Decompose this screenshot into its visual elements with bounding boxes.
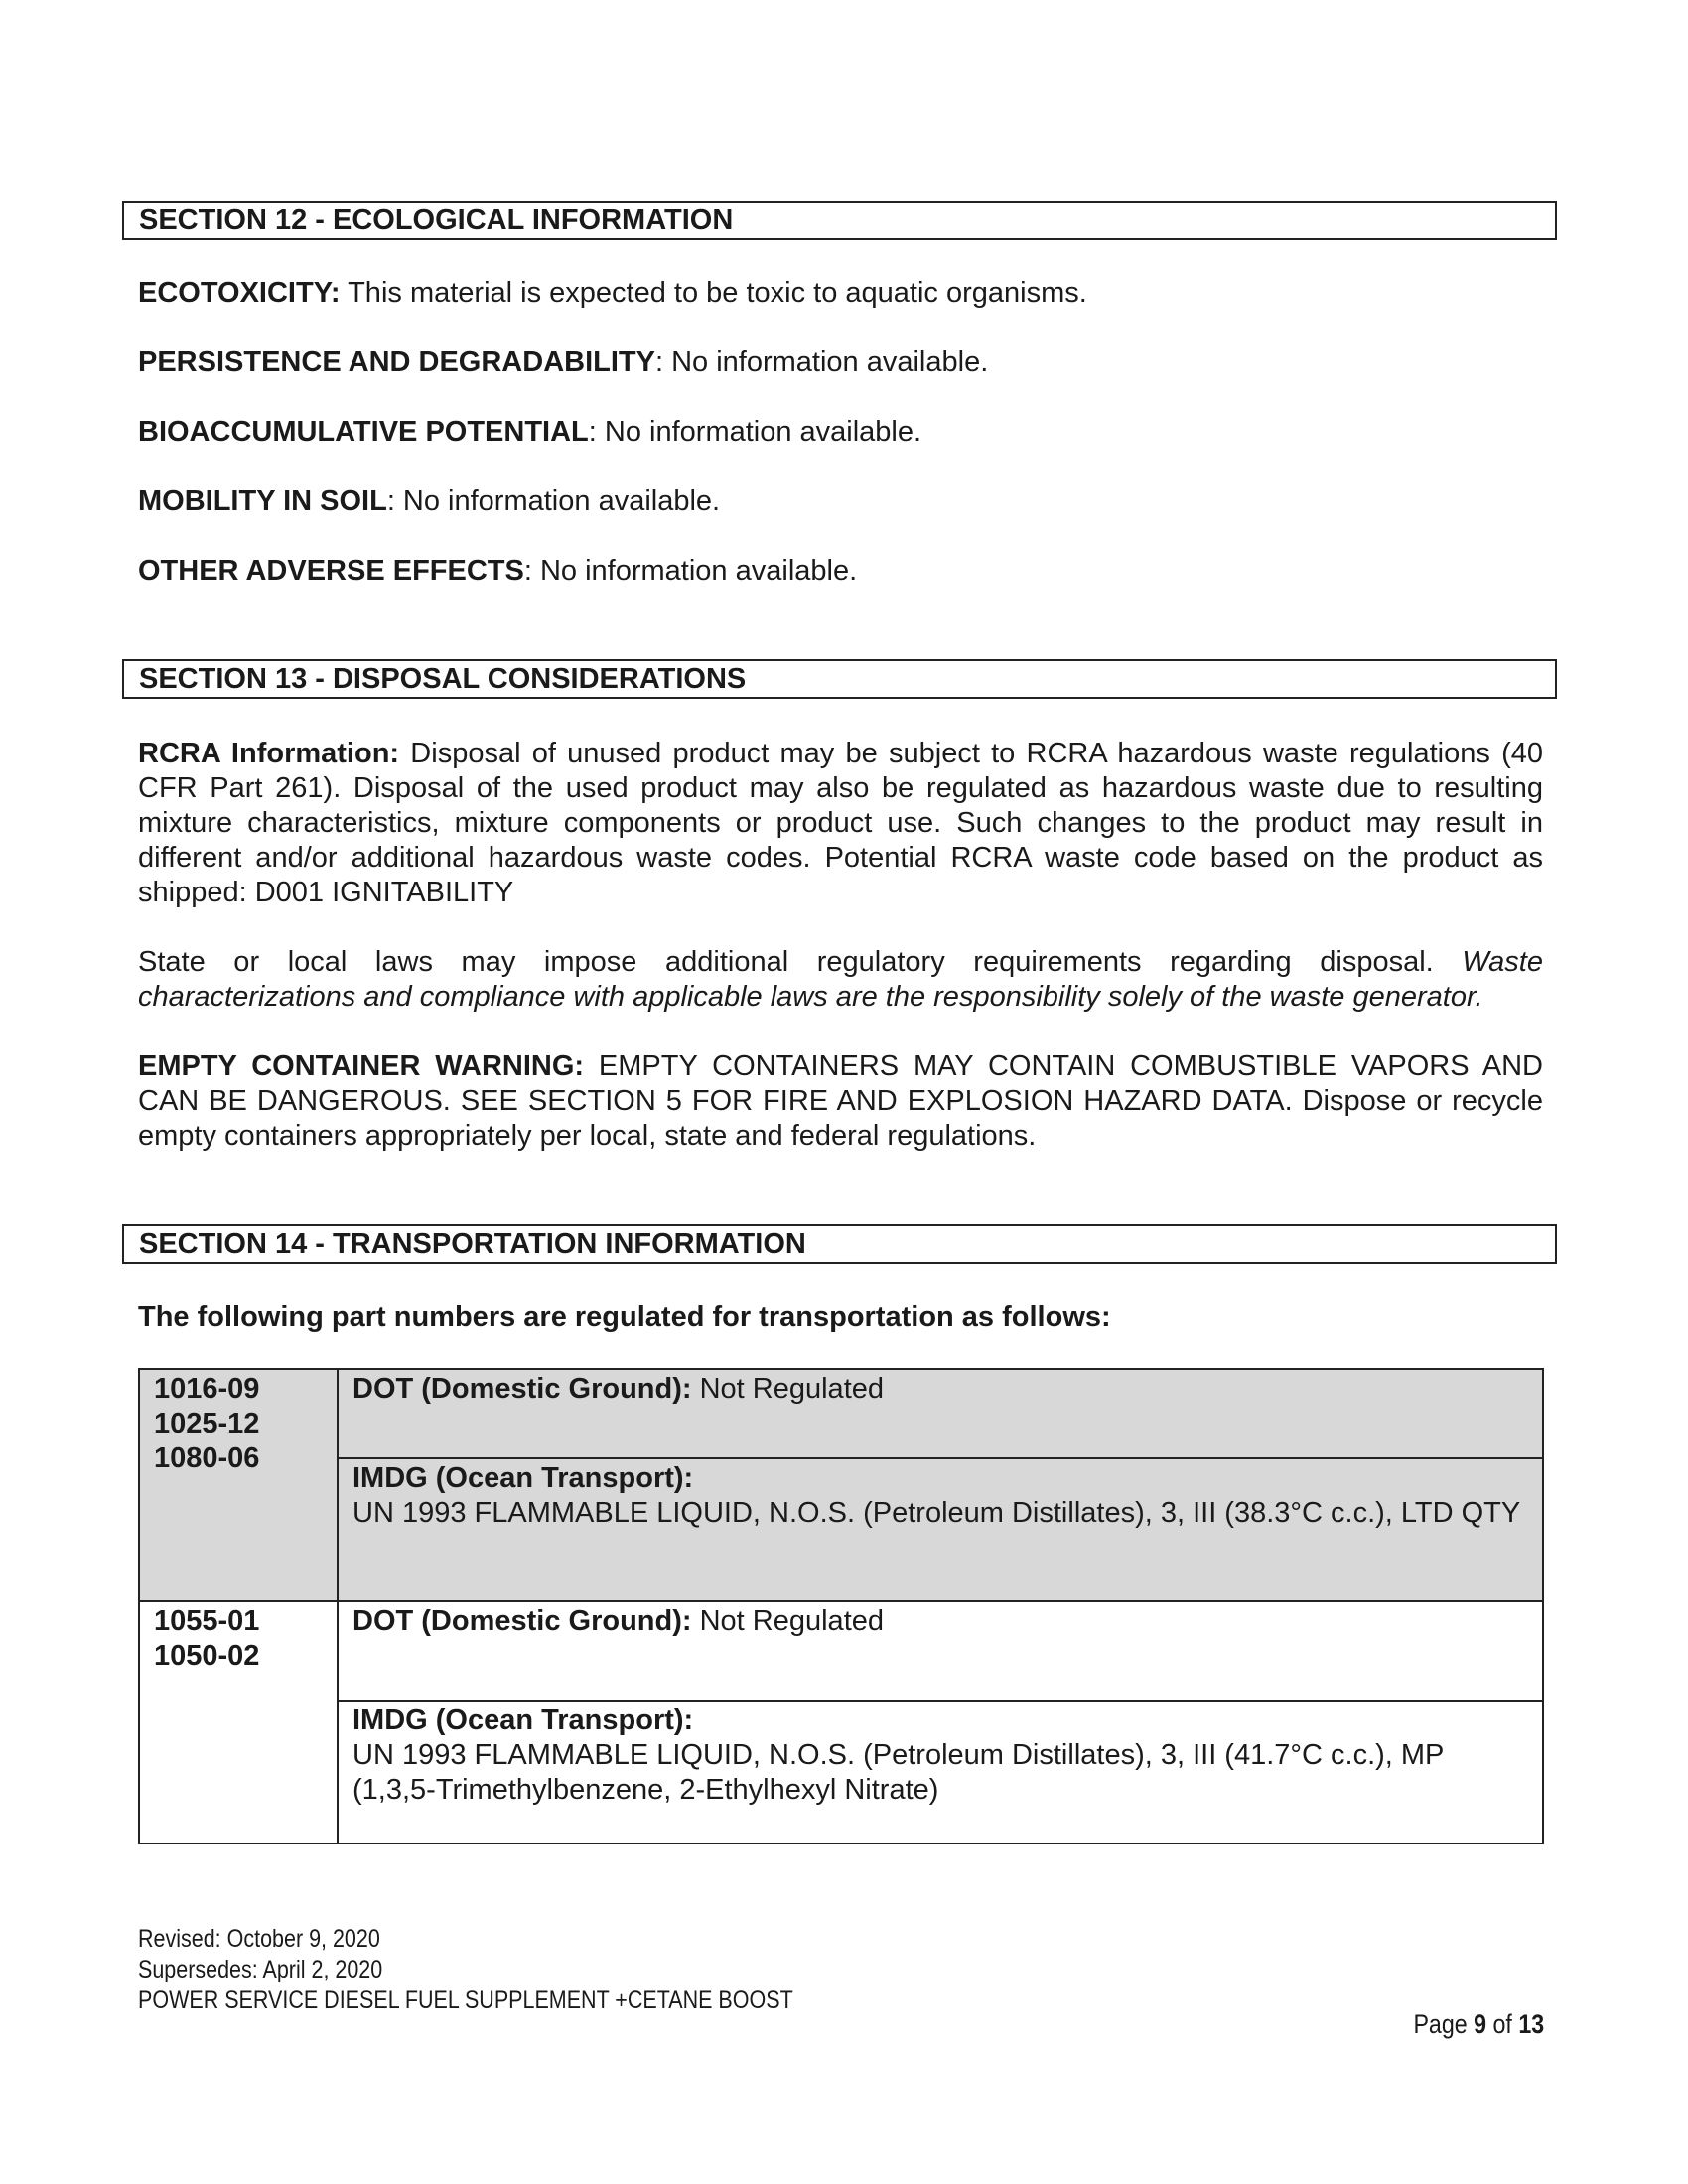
bioaccumulative-paragraph — [138, 415, 1543, 450]
empty-container-label: EMPTY CONTAINER WARNING: — [138, 1050, 585, 1082]
persistence-paragraph — [138, 345, 1543, 380]
revised-date: Revised: October 9, 2020 — [138, 1925, 380, 1953]
part-number: 1055-01 — [154, 1605, 260, 1637]
mobility-paragraph — [138, 484, 1543, 519]
section-13-header: SECTION 13 - DISPOSAL CONSIDERATIONS — [122, 659, 1557, 699]
imdg-value: UN 1993 FLAMMABLE LIQUID, N.O.S. (Petroleum Distillates), 3, III (38.3°C c.c.), LTD QTY — [352, 1497, 1521, 1530]
dot-value: Not Regulated — [691, 1373, 885, 1405]
rcra-label: RCRA Information: — [138, 738, 400, 769]
empty-container-text: EMPTY CONTAINERS MAY CONTAIN COMBUSTIBLE VAPORS AND CAN BE DANGEROUS. SEE SECTION 5 FOR FIRE AND EXPLOSION HAZARD DATA. Dispose or recycle empty containers appropriately per local, state and federal regulations. — [138, 1050, 1543, 1152]
table-row — [139, 1369, 1543, 1458]
rcra-text: Disposal of unused product may be subject to RCRA hazardous waste regulations (40 CFR Part 261). Disposal of the used product may also be regulated as hazardous waste due to resulting mixture characteristics, mixture components or product use. Such changes to the product may result in different and/or additional hazardous waste codes. Potential RCRA waste code based on the product as shipped: D001 IGNITABILITY — [138, 738, 1543, 908]
part-number: 1050-02 — [154, 1640, 260, 1672]
part-number: 1025-12 — [154, 1408, 260, 1439]
dot-cell — [338, 1601, 1543, 1701]
imdg-label: IMDG (Ocean Transport): — [352, 1462, 694, 1495]
dot-value: Not Regulated — [691, 1605, 885, 1637]
page-word: Page — [1413, 2009, 1474, 2039]
part-number: 1080-06 — [154, 1442, 260, 1474]
page-total: 13 — [1518, 2009, 1544, 2039]
part-number: 1016-09 — [154, 1373, 260, 1405]
mobility-label: MOBILITY IN SOIL — [138, 485, 387, 517]
table-row — [139, 1458, 1543, 1601]
table-row — [139, 1701, 1543, 1843]
other-effects-text: : No information available. — [523, 555, 858, 587]
transport-table — [138, 1368, 1544, 1844]
part-numbers-cell — [139, 1601, 338, 1843]
section-14-header: SECTION 14 - TRANSPORTATION INFORMATION — [122, 1224, 1557, 1264]
table-row — [139, 1601, 1543, 1701]
ecotoxicity-label: ECOTOXICITY: — [138, 277, 341, 309]
empty-container-paragraph — [138, 1049, 1543, 1154]
page-of: of — [1485, 2009, 1519, 2039]
state-laws-paragraph — [138, 945, 1543, 1015]
part-numbers-cell — [139, 1369, 338, 1601]
bioaccumulative-text: : No information available. — [588, 416, 922, 448]
imdg-cell — [338, 1701, 1543, 1843]
imdg-cell — [338, 1458, 1543, 1601]
other-effects-paragraph — [138, 554, 1543, 589]
dot-label: DOT (Domestic Ground): — [352, 1373, 692, 1405]
state-laws-text: State or local laws may impose additional regulatory requirements regarding disposal. — [138, 946, 1463, 978]
transport-intro: The following part numbers are regulated for transportation as follows: — [138, 1301, 1111, 1333]
dot-label: DOT (Domestic Ground): — [352, 1605, 692, 1637]
rcra-paragraph — [138, 737, 1543, 910]
bioaccumulative-label: BIOACCUMULATIVE POTENTIAL — [138, 416, 589, 448]
imdg-label: IMDG (Ocean Transport): — [352, 1705, 694, 1736]
state-laws-italic: Waste characterizations and compliance with applicable laws are the responsibility solely of the waste generator. — [138, 946, 1543, 1013]
dot-cell — [338, 1369, 1543, 1458]
persistence-label: PERSISTENCE AND DEGRADABILITY — [138, 346, 655, 378]
other-effects-label: OTHER ADVERSE EFFECTS — [138, 555, 524, 587]
ecotoxicity-paragraph — [138, 276, 1543, 311]
page-number — [1413, 2009, 1544, 2040]
mobility-text: : No information available. — [386, 485, 721, 517]
supersedes-date: Supersedes: April 2, 2020 — [138, 1956, 383, 1983]
section-12-header: SECTION 12 - ECOLOGICAL INFORMATION — [122, 201, 1557, 240]
product-name: POWER SERVICE DIESEL FUEL SUPPLEMENT +CETANE BOOST — [138, 1986, 793, 2014]
persistence-text: : No information available. — [654, 346, 989, 378]
ecotoxicity-text: This material is expected to be toxic to aquatic organisms. — [340, 277, 1087, 309]
page-current: 9 — [1473, 2009, 1486, 2039]
imdg-value: UN 1993 FLAMMABLE LIQUID, N.O.S. (Petroleum Distillates), 3, III (41.7°C c.c.), MP (1,3,5-Trimethylbenzene, 2-Ethylhexyl Nitrate) — [352, 1739, 1444, 1806]
